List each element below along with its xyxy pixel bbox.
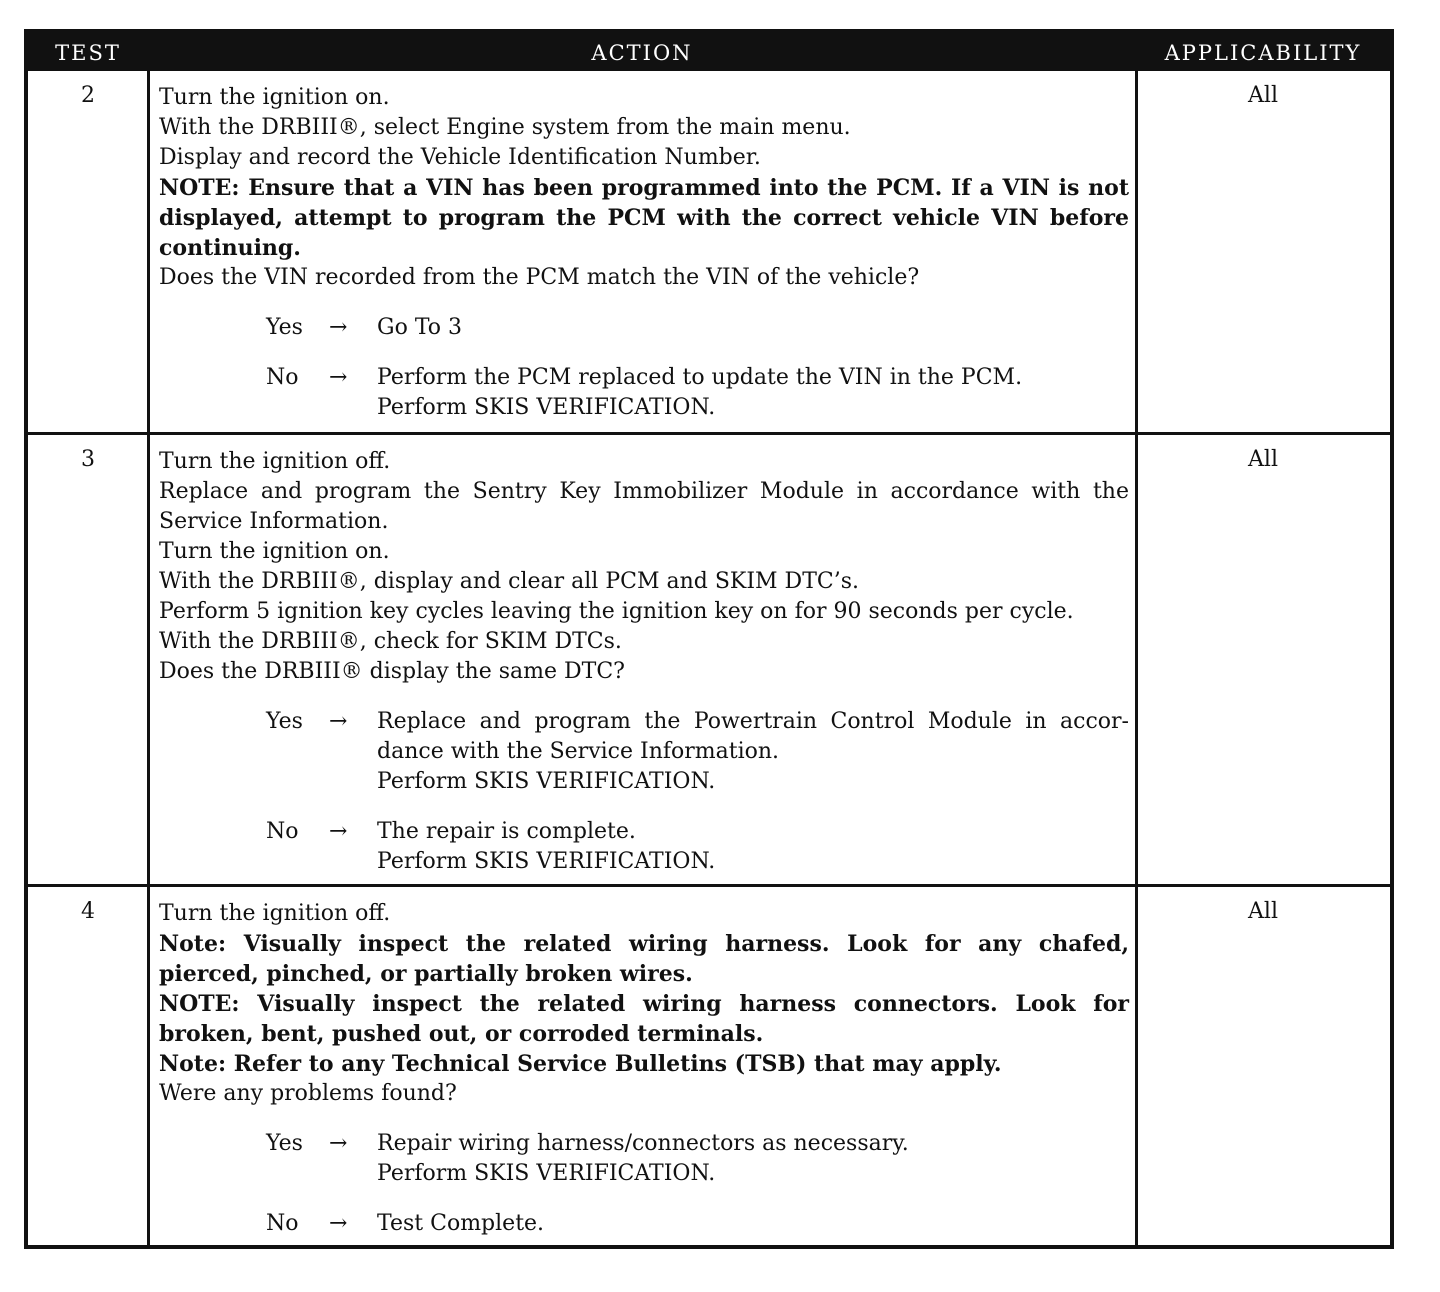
note-line: pierced, pinched, or partially broken wires. xyxy=(159,961,693,987)
action-line: Turn the ignition off. xyxy=(159,901,391,926)
option-yes xyxy=(159,313,1129,343)
action-line: With the DRBIII®, display and clear all PCM and SKIM DTC’s. xyxy=(159,569,859,594)
option-text: Perform SKIS VERIFICATION. xyxy=(377,769,716,794)
option-label: Yes xyxy=(266,315,303,340)
option-no xyxy=(159,817,1129,877)
right-arrow-icon: → xyxy=(329,365,348,390)
action-line: Turn the ignition off. xyxy=(159,449,391,474)
applicability-value: All xyxy=(1248,83,1278,108)
option-text: dance with the Service Information. xyxy=(377,739,780,764)
test-number: 2 xyxy=(81,83,95,108)
table-header xyxy=(28,33,1390,71)
action-line: Turn the ignition on. xyxy=(159,85,390,110)
option-yes xyxy=(159,1129,1129,1189)
option-label: No xyxy=(266,819,299,844)
option-text: Repair wiring harness/connectors as necessary. xyxy=(377,1131,909,1156)
action-cell xyxy=(159,899,1129,1239)
right-arrow-icon: → xyxy=(329,315,348,340)
header-test: TEST xyxy=(55,41,121,65)
option-text: Perform SKIS VERIFICATION. xyxy=(377,395,716,420)
note-line: NOTE: Ensure that a VIN has been programmed into the PCM. If a VIN is not xyxy=(159,175,1129,201)
note-line: displayed, attempt to program the PCM with the correct vehicle VIN before xyxy=(159,205,1129,231)
header-applicability: APPLICABILITY xyxy=(1164,41,1362,65)
action-line: Service Information. xyxy=(159,509,389,534)
option-text: Test Complete. xyxy=(377,1211,545,1236)
note-line: NOTE: Visually inspect the related wiring harness connectors. Look for xyxy=(159,991,1129,1017)
test-number: 3 xyxy=(81,447,95,472)
option-text: Perform SKIS VERIFICATION. xyxy=(377,1161,716,1186)
option-text: Replace and program the Powertrain Control Module in accor- xyxy=(377,709,1129,734)
option-text: The repair is complete. xyxy=(377,819,636,844)
question-line: Does the DRBIII® display the same DTC? xyxy=(159,659,625,684)
right-arrow-icon: → xyxy=(329,709,348,734)
table-row-test-2 xyxy=(28,71,1390,432)
question-line: Were any problems found? xyxy=(159,1081,457,1106)
option-label: Yes xyxy=(266,709,303,734)
right-arrow-icon: → xyxy=(329,1211,348,1236)
option-text: Perform the PCM replaced to update the VIN in the PCM. xyxy=(377,365,1023,390)
option-label: Yes xyxy=(266,1131,303,1156)
table-row-test-4 xyxy=(28,887,1390,1245)
option-text: Perform SKIS VERIFICATION. xyxy=(377,849,716,874)
table-row-test-3 xyxy=(28,435,1390,884)
action-cell xyxy=(159,83,1129,423)
option-no xyxy=(159,363,1129,423)
action-line: Turn the ignition on. xyxy=(159,539,390,564)
right-arrow-icon: → xyxy=(329,1131,348,1156)
action-line: With the DRBIII®, select Engine system from the main menu. xyxy=(159,115,851,140)
note-line: continuing. xyxy=(159,235,301,261)
note-line: broken, bent, pushed out, or corroded terminals. xyxy=(159,1021,764,1047)
test-number: 4 xyxy=(81,899,95,924)
applicability-value: All xyxy=(1248,447,1278,472)
option-yes xyxy=(159,707,1129,797)
action-line: With the DRBIII®, check for SKIM DTCs. xyxy=(159,629,622,654)
action-cell xyxy=(159,447,1129,877)
right-arrow-icon: → xyxy=(329,819,348,844)
applicability-value: All xyxy=(1248,899,1278,924)
action-line: Perform 5 ignition key cycles leaving the ignition key on for 90 seconds per cycle. xyxy=(159,599,1074,624)
header-action: ACTION xyxy=(591,41,693,65)
option-no xyxy=(159,1209,1129,1239)
note-line: Note: Refer to any Technical Service Bulletins (TSB) that may apply. xyxy=(159,1051,1002,1077)
option-label: No xyxy=(266,365,299,390)
action-line: Replace and program the Sentry Key Immobilizer Module in accordance with the xyxy=(159,479,1129,504)
option-label: No xyxy=(266,1211,299,1236)
question-line: Does the VIN recorded from the PCM match the VIN of the vehicle? xyxy=(159,265,920,290)
option-text: Go To 3 xyxy=(377,315,463,340)
diagnostic-table xyxy=(24,29,1394,1249)
note-line: Note: Visually inspect the related wiring harness. Look for any chafed, xyxy=(159,931,1129,957)
action-line: Display and record the Vehicle Identification Number. xyxy=(159,145,761,170)
